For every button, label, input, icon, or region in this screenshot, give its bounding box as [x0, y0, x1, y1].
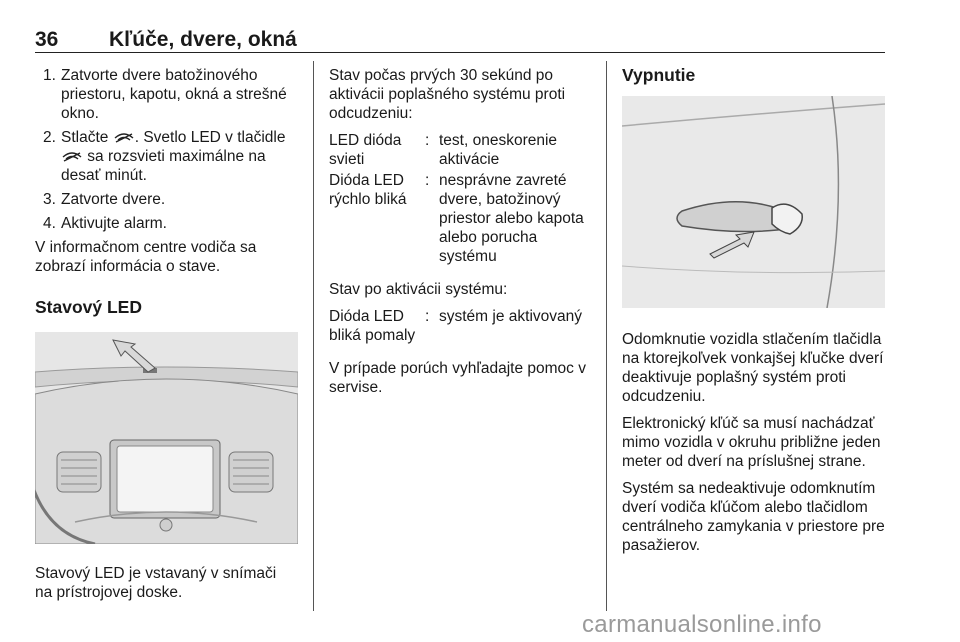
column-divider-2	[606, 61, 607, 611]
deactivation-paragraph-2: Elektronický kľúč sa musí nachádzať mimo vozidla v okruhu približne jeden meter od dverí na príslušnej strane.	[622, 415, 881, 470]
led-status-table-initial	[329, 131, 591, 268]
led-status-table-active	[329, 307, 591, 347]
column-1	[35, 66, 297, 610]
deactivation-paragraph-3: Systém sa nedeaktivuje odomknutím dverí vodiča kľúčom alebo tlačidlom centrálneho zamykania v priestore pre pasažierov.	[622, 480, 885, 554]
page-header	[35, 28, 297, 52]
fault-paragraph: V prípade porúch vyhľadajte pomoc v servise.	[329, 360, 586, 396]
info-paragraph: V informačnom centre vodiča sa zobrazí informácia o stave.	[35, 239, 257, 275]
figure-caption: Stavový LED je vstavaný v snímači na prístrojovej doske.	[35, 565, 277, 601]
column-2	[329, 66, 591, 405]
after-activation-label: Stav po aktivácii systému:	[329, 281, 508, 298]
column-divider-1	[313, 61, 314, 611]
step-2: 2. Stlačte . Svetlo LED v tlačidle sa rozsvieti maximálne na desať minút.	[43, 129, 286, 184]
header-rule	[35, 52, 885, 53]
procedure-steps	[35, 66, 297, 233]
page-number: 36	[35, 28, 59, 51]
dashboard-illustration	[35, 332, 298, 544]
alarm-sensor-icon	[113, 132, 135, 143]
chapter-title: Kľúče, dvere, okná	[109, 28, 297, 51]
table-row: Dióda LED bliká pomaly : systém je aktivovaný	[329, 308, 582, 344]
step-1: 1. Zatvorte dvere batožinového priestoru, kapotu, okná a strešné okno.	[43, 67, 287, 122]
deactivation-paragraph-1: Odomknutie vozidla stlačením tlačidla na ktorejkoľvek vonkajšej kľučke dverí deaktivuje poplašný systém proti odcudzeniu.	[622, 331, 884, 405]
column-3	[622, 66, 888, 563]
intro-paragraph: Stav počas prvých 30 sekúnd po aktivácii poplašného systému proti odcudzeniu:	[329, 67, 566, 122]
step-4: 4. Aktivujte alarm.	[43, 215, 167, 232]
section-heading-status-led: Stavový LED	[35, 297, 142, 317]
watermark: carmanualsonline.info	[582, 611, 822, 638]
section-heading-deactivation: Vypnutie	[622, 65, 696, 85]
door-handle-illustration	[622, 96, 885, 308]
alarm-sensor-icon	[61, 151, 83, 162]
table-row: LED dióda svieti : test, oneskorenie aktivácie	[329, 132, 558, 168]
step-3: 3. Zatvorte dvere.	[43, 191, 166, 208]
table-row: Dióda LED rýchlo bliká : nesprávne zavreté dvere, batožinový priestor alebo kapota alebo porucha systému	[329, 172, 584, 265]
